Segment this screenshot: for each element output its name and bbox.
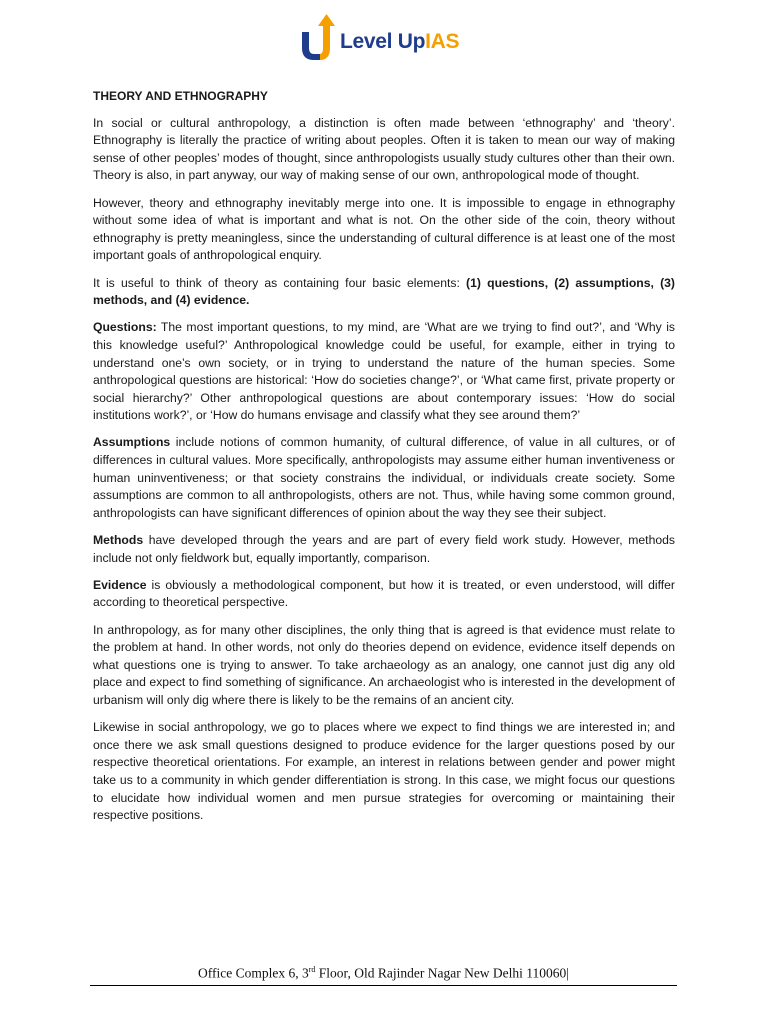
footer-address (90, 965, 677, 982)
assumptions-heading: Assumptions (93, 435, 171, 450)
level-up-arrow-icon (298, 12, 338, 64)
methods-heading: Methods (93, 533, 144, 548)
paragraph-archaeology: In anthropology, as for many other disciplines, the only thing that is agreed is that evidence must relate to the problem at hand. In other words, not only do theories depend on evidence, evidence itself depends on what questions one is trying to answer. To take archaeology as an analogy, one cannot just dig any old place and expect to find something of significance. An archaeologist who is interested in the development of urbanism will only dig where there is likely to be the remains of an ancient city. (93, 622, 675, 707)
footer-divider (90, 985, 677, 986)
brand-text-main: Level Up (340, 30, 426, 53)
footer-address-post: Floor, Old Rajinder Nagar New Delhi 110060| (315, 965, 570, 981)
paragraph-elements (93, 275, 675, 310)
paragraph-evidence (93, 577, 675, 612)
questions-heading: Questions: (93, 320, 157, 335)
methods-text: have developed through the years and are part of every field work study. However, methods include not only fieldwork but, equally importantly, comparison. (93, 533, 675, 565)
brand-text-accent: IAS (425, 30, 460, 53)
paragraph-methods (93, 532, 675, 567)
brand-wordmark (340, 30, 459, 54)
paragraph-questions (93, 319, 675, 425)
document-title: THEORY AND ETHNOGRAPHY (93, 89, 268, 103)
elements-list: (1) questions, (2) assumptions, (3) methods, and (4) evidence. (93, 275, 675, 308)
paragraph-merge: However, theory and ethnography inevitably merge into one. It is impossible to engage in ethnography without some idea of what is important and what is not. On the other side of the coin, theory without ethnography is pretty meaningless, since the understanding of cultural difference is at least one of the most important goals of anthropological enquiry. (93, 195, 675, 263)
paragraph-assumptions (93, 434, 675, 522)
assumptions-text: include notions of common humanity, of cultural difference, of value in all cultures, or of differences in cultural values. More specifically, anthropologists may assume either human inventiveness or human uninventiveness; or that society constrains the individual, or individuals create society. Some assumptions are common to all anthropologists, others are not. Thus, while having some common ground, anthropologists can have significant differences of opinion about the way they see their subject. (93, 435, 675, 520)
evidence-text: is obviously a methodological component, but how it is treated, or even understood, will differ according to theoretical perspective. (93, 577, 675, 610)
paragraph-intro: In social or cultural anthropology, a distinction is often made between ‘ethnography’ and ‘theory’. Ethnography is literally the practice of writing about peoples. Often it is taken to mean our way of making sense of other peoples’ modes of thought, since anthropologists usually study cultures other than their own. Theory is also, in part anyway, our way of making sense of our own, anthropological mode of thought. (93, 115, 675, 183)
footer-address-pre: Office Complex 6, 3 (197, 965, 309, 981)
questions-text: The most important questions, to my mind, are ‘What are we trying to find out?’, and ‘Why is this knowledge useful?’ Anthropological knowledge could be useful, for example, either in trying to understand one’s own society, or in trying to understand the nature of the human species. Some anthropological questions are historical: ‘How do societies change?’, or ‘What came first, private property or social hierarchy?’ Other anthropological questions are about contemporary issues: ‘How do social institutions work?’, or ‘How do humans envisage and classify what they see around them?’ (93, 320, 675, 423)
paragraph-social-anthropology: Likewise in social anthropology, we go to places where we expect to find things we are interested in; and once there we ask small questions designed to produce evidence for the larger questions posed by our respective theoretical orientations. For example, an interest in relations between gender and power might take us to a community in which gender differentiation is strong. In this case, we might focus our questions to elucidate how individual women and men pursue strategies for overcoming or maintaining their respective positions. (93, 720, 675, 823)
elements-text: It is useful to think of theory as containing four basic elements: (93, 275, 467, 290)
footer-address-sup: rd (308, 965, 316, 974)
document-body (93, 88, 675, 834)
brand-logo (298, 12, 459, 64)
evidence-heading: Evidence (93, 577, 147, 592)
